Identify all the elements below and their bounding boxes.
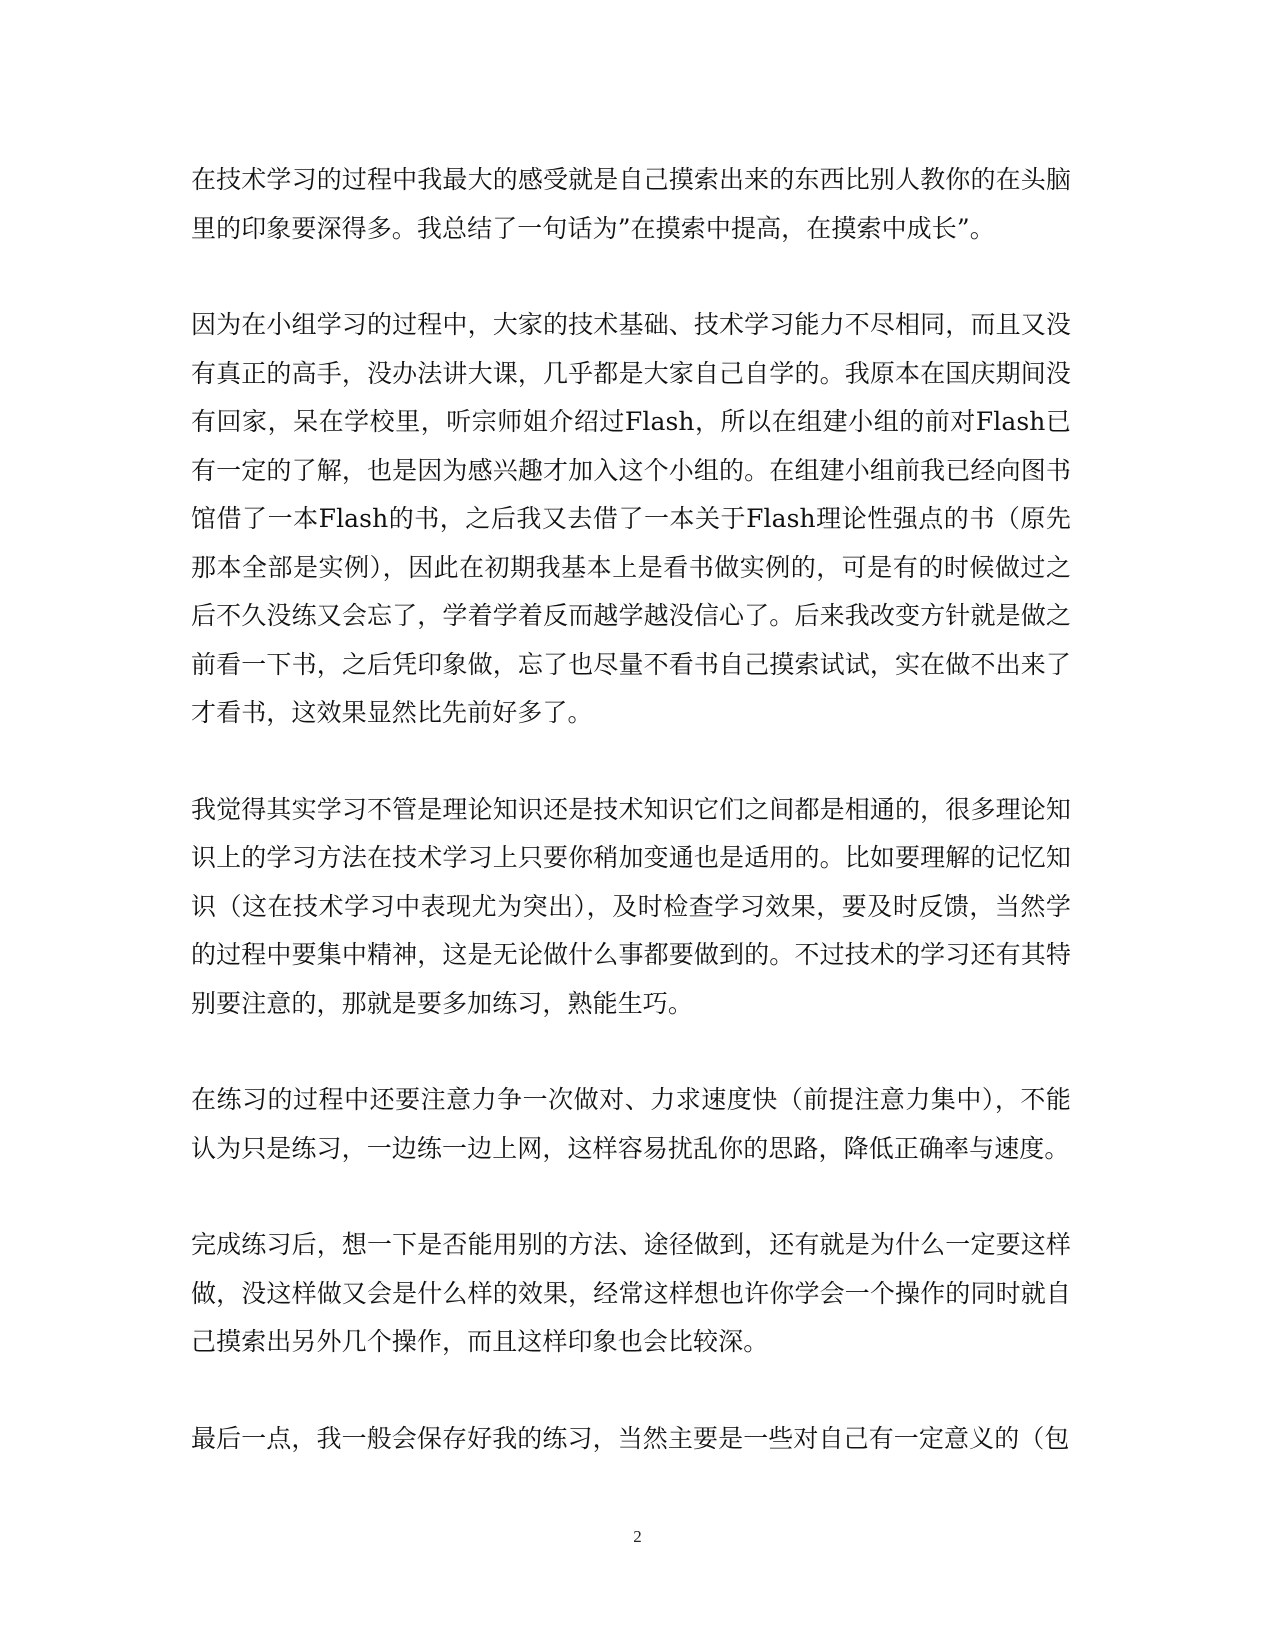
- paragraph-5: 完成练习后，想一下是否能用别的方法、途径做到，还有就是为什么一定要这样做，没这样做又会是什么样的效果，经常这样想也许你学会一个操作的同时就自己摸索出另外几个操作，而且这样印象也会比较深。: [191, 1230, 1071, 1356]
- paragraph-6: 最后一点，我一般会保存好我的练习，当然主要是一些对自己有一定意义的（包: [191, 1423, 1070, 1453]
- paragraph-spacer: [191, 1028, 1071, 1076]
- paragraph-spacer: [191, 1367, 1071, 1415]
- paragraph-4: 在练习的过程中还要注意力争一次做对、力求速度快（前提注意力集中），不能认为只是练习，一边练一边上网，这样容易扰乱你的思路，降低正确率与速度。: [191, 1085, 1071, 1163]
- paragraph-2: 因为在小组学习的过程中，大家的技术基础、技术学习能力不尽相同，而且又没有真正的高手，没办法讲大课，几乎都是大家自己自学的。我原本在国庆期间没有回家，呆在学校里，听宗师姐介绍过Flash，所以在组建小组的前对Flash已有一定的了解，也是因为感兴趣才加入这个小组的。在组建小组前我已经向图书馆借了一本Flash的书，之后我又去借了一本关于Flash理论性强点的书（原先那本全部是实例），因此在初期我基本上是看书做实例的，可是有的时候做过之后不久没练又会忘了，学着学着反而越学越没信心了。后来我改变方针就是做之前看一下书，之后凭印象做，忘了也尽量不看书自己摸索试试，实在做不出来了才看书，这效果显然比先前好多了。: [191, 310, 1071, 727]
- paragraph-3: 我觉得其实学习不管是理论知识还是技术知识它们之间都是相通的，很多理论知识上的学习方法在技术学习上只要你稍加变通也是适用的。比如要理解的记忆知识（这在技术学习中表现尤为突出），及时检查学习效果，要及时反馈，当然学的过程中要集中精神，这是无论做什么事都要做到的。不过技术的学习还有其特别要注意的，那就是要多加练习，熟能生巧。: [191, 794, 1071, 1018]
- paragraph-spacer: [191, 738, 1071, 786]
- paragraph-spacer: [191, 253, 1071, 301]
- paragraph-spacer: [191, 1173, 1071, 1221]
- paragraph-1: 在技术学习的过程中我最大的感受就是自己摸索出来的东西比别人教你的在头脑里的印象要深得多。我总结了一句话为”在摸索中提高，在摸索中成长”。: [191, 165, 1071, 243]
- page-number: 2: [633, 1527, 642, 1546]
- document-body: [191, 156, 1071, 1463]
